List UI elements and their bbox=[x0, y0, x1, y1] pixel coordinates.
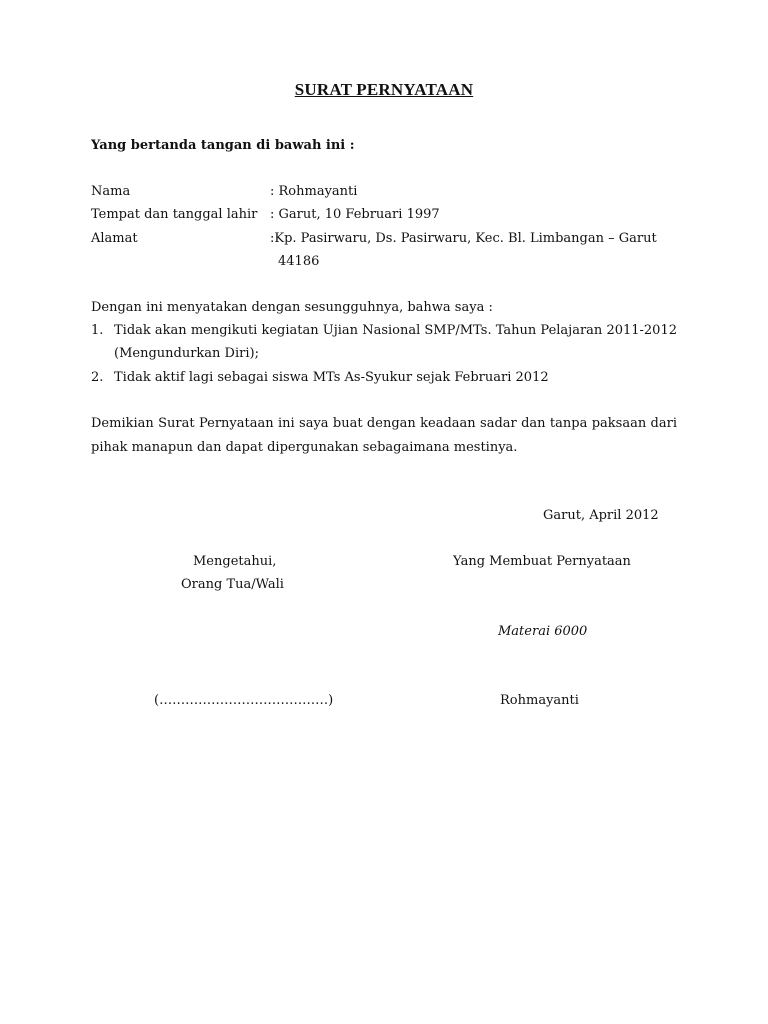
stamp-label: Materai 6000 bbox=[498, 624, 588, 639]
closing-line2: pihak manapun dan dapat dipergunakan sebagaimana mestinya. bbox=[91, 440, 518, 455]
closing-line1: Demikian Surat Pernyataan ini saya buat dengan keadaan sadar dan tanpa paksaan dari bbox=[91, 416, 677, 431]
item-1-line2: (Mengundurkan Diri); bbox=[114, 346, 259, 361]
field-value-alamat: :Kp. Pasirwaru, Ds. Pasirwaru, Kec. Bl. Limbangan – Garut bbox=[270, 231, 657, 246]
item-1-line1: Tidak akan mengikuti kegiatan Ujian Nasional SMP/MTs. Tahun Pelajaran 2011-2012 bbox=[114, 323, 677, 338]
field-value-alamat-cont: 44186 bbox=[278, 254, 320, 269]
left-sign-name-placeholder: (…………………………………) bbox=[154, 693, 334, 708]
item-2-number: 2. bbox=[91, 370, 104, 385]
field-label-alamat: Alamat bbox=[91, 231, 138, 246]
item-1-number: 1. bbox=[91, 323, 104, 338]
left-sign-line2: Orang Tua/Wali bbox=[181, 577, 284, 592]
field-label-ttl: Tempat dan tanggal lahir bbox=[91, 207, 258, 222]
place-date: Garut, April 2012 bbox=[543, 508, 659, 523]
intro-text: Yang bertanda tangan di bawah ini : bbox=[91, 138, 355, 153]
statement-intro: Dengan ini menyatakan dengan sesungguhnya, bahwa saya : bbox=[91, 300, 493, 315]
field-label-nama: Nama bbox=[91, 184, 131, 199]
right-sign-line1: Yang Membuat Pernyataan bbox=[453, 554, 631, 569]
left-sign-line1: Mengetahui, bbox=[193, 554, 277, 569]
document-title: SURAT PERNYATAAN bbox=[294, 80, 474, 99]
field-value-nama: : Rohmayanti bbox=[270, 184, 358, 199]
right-sign-name: Rohmayanti bbox=[500, 693, 579, 708]
item-2-line1: Tidak aktif lagi sebagai siswa MTs As-Syukur sejak Februari 2012 bbox=[114, 370, 549, 385]
field-value-ttl: : Garut, 10 Februari 1997 bbox=[270, 207, 440, 222]
